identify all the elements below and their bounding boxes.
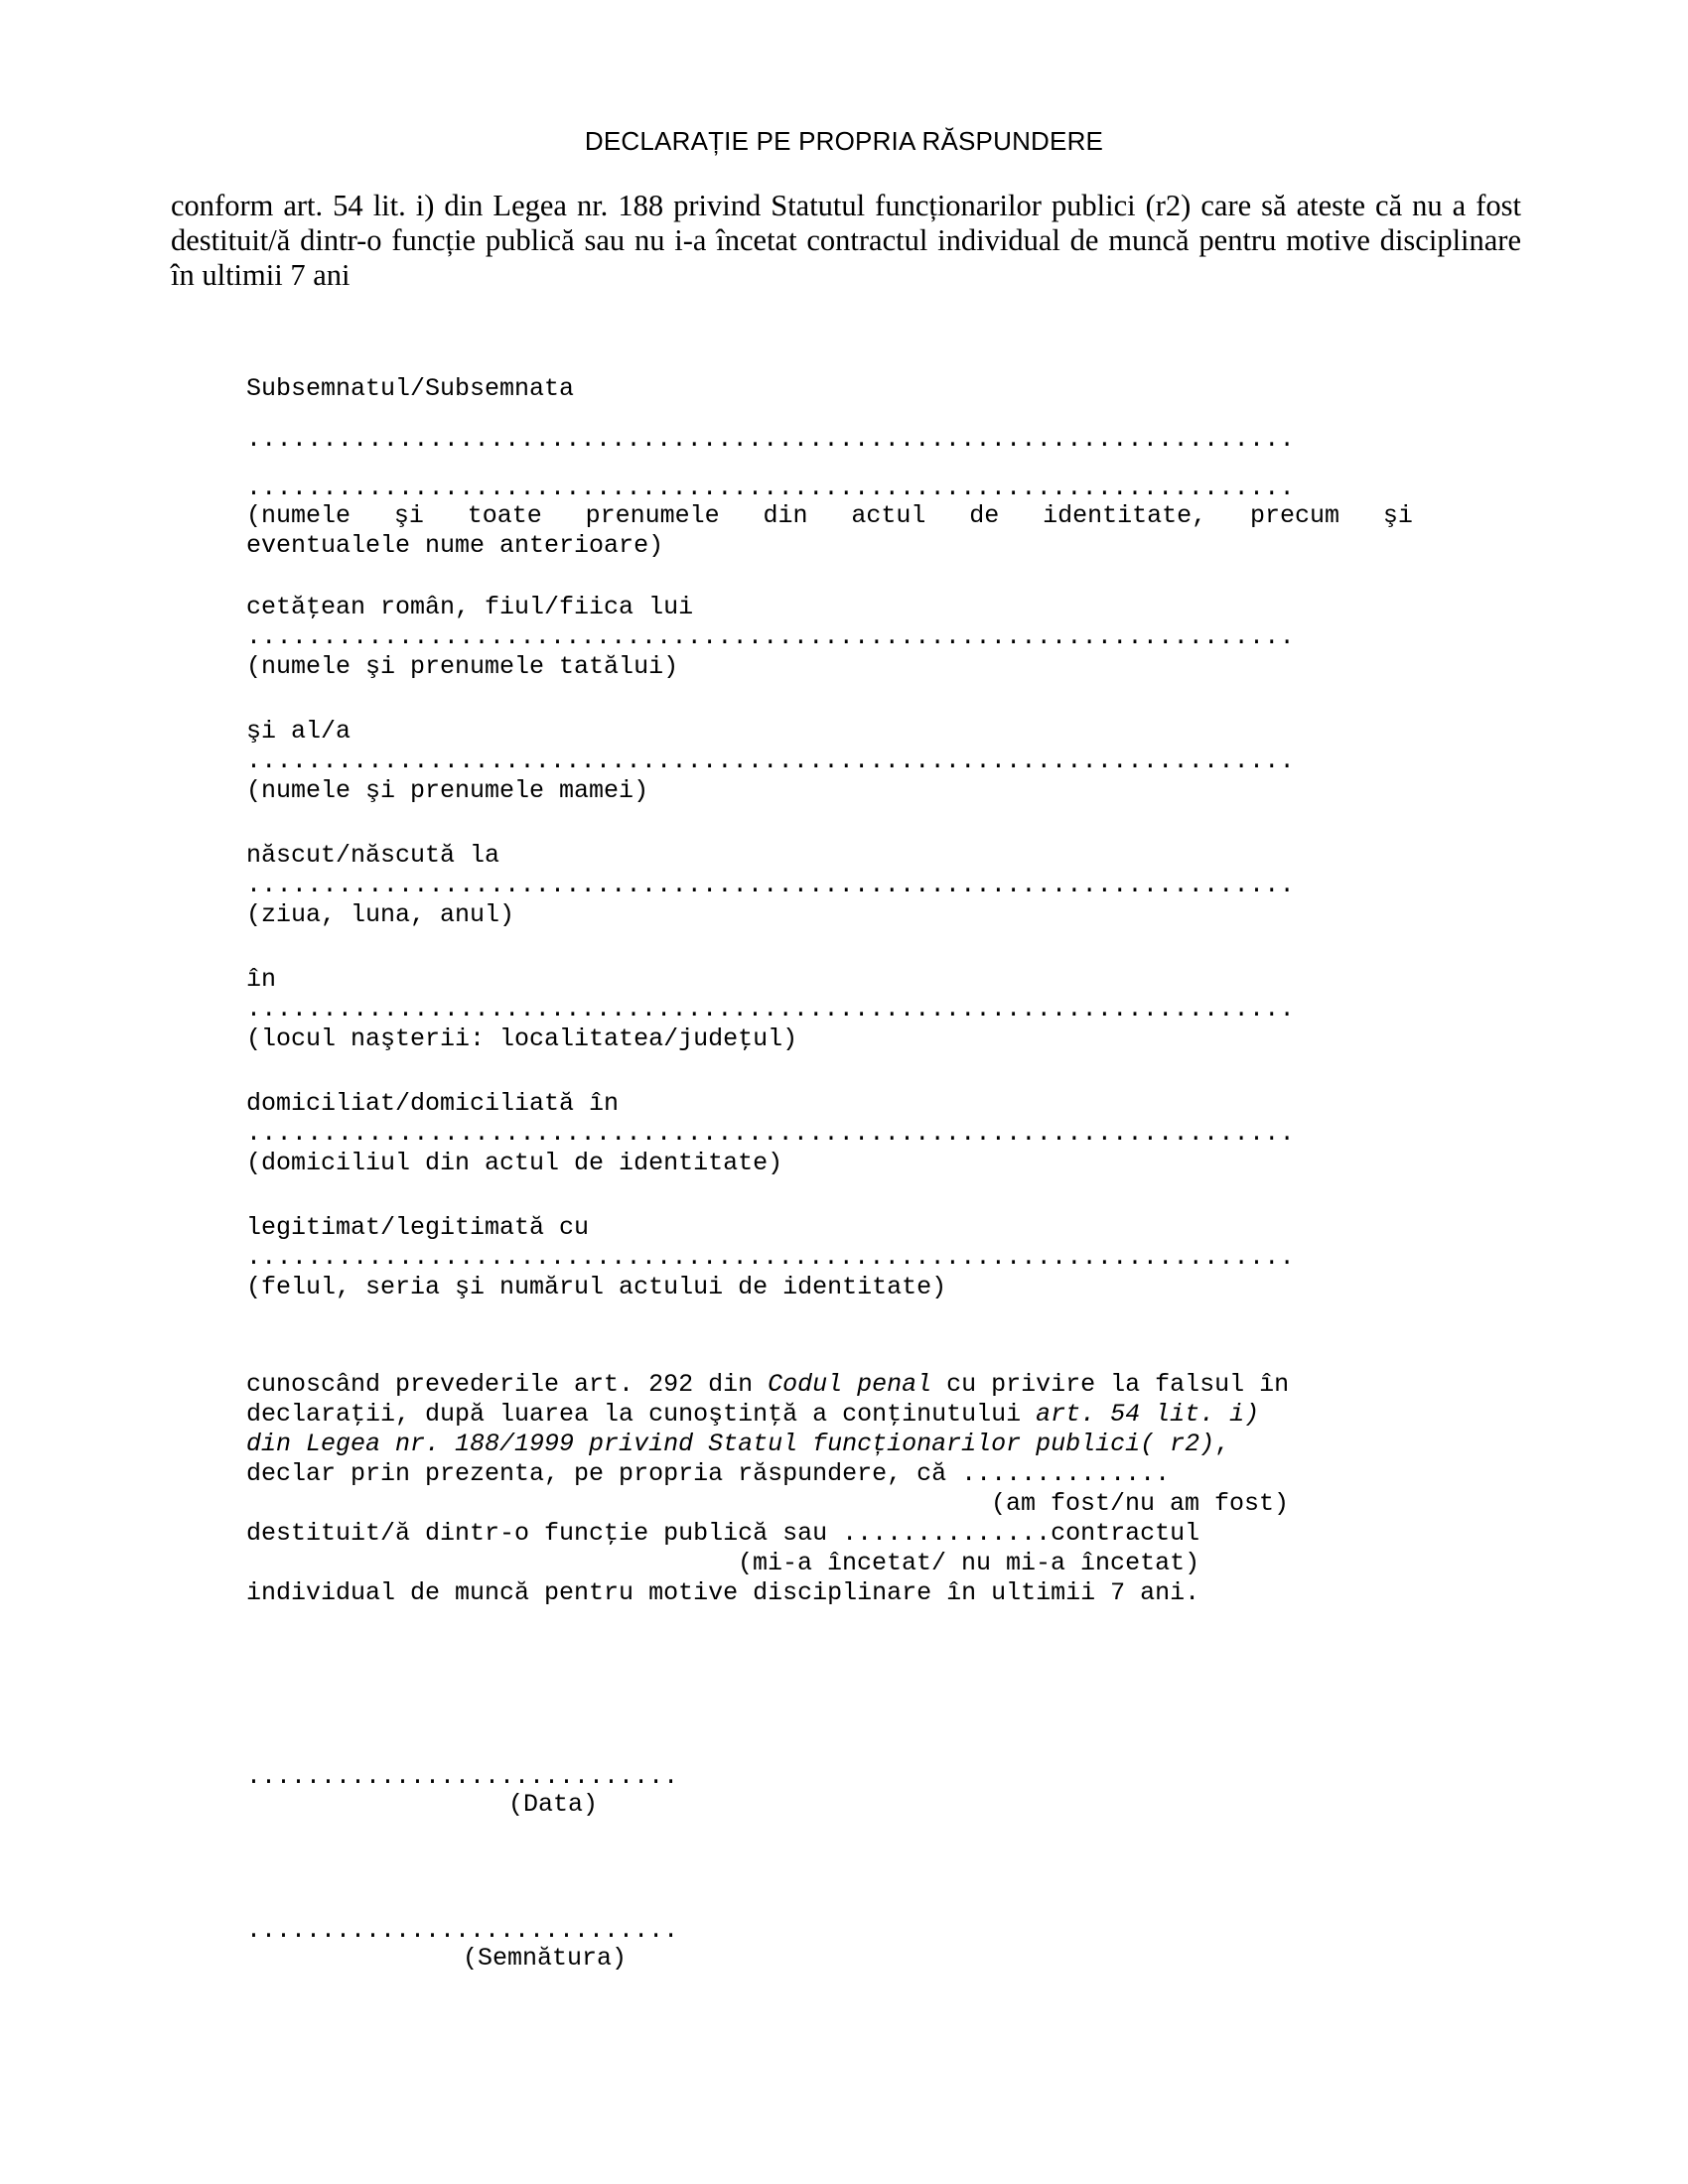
- date-dotline[interactable]: .............................: [246, 1762, 679, 1791]
- name-hint: [246, 501, 1438, 561]
- birthdate-dotline[interactable]: .....................................................................: [246, 871, 1295, 899]
- birthdate-label: născut/născută la: [246, 841, 500, 870]
- statement-line-6[interactable]: destituit/ă dintr-o funcţie publică sau ..............contractul: [246, 1519, 1200, 1548]
- mother-hint: (numele şi prenumele mamei): [246, 776, 649, 805]
- birthdate-section: [246, 841, 1438, 930]
- name-dotline-1[interactable]: [246, 425, 1438, 455]
- statement-line-3: din Legea nr. 188/1999 privind Statul funcționarilor publici( r2),: [246, 1430, 1230, 1458]
- dotline: .....................................................................: [246, 474, 1295, 502]
- birthplace-section: [246, 965, 1438, 1054]
- intro-paragraph: conform art. 54 lit. i) din Legea nr. 188 privind Statutul funcționarilor publici (r2) care să ateste că nu a fost destituit/ă dintr-o funcție publică sau nu i-a încetat contractul individual de muncă pentru motive disciplinare în ultimii 7 ani: [171, 189, 1521, 292]
- domicile-hint: (domiciliul din actul de identitate): [246, 1149, 783, 1177]
- statement-line-8: individual de muncă pentru motive disciplinare în ultimii 7 ani.: [246, 1578, 1200, 1607]
- name-dotline-2[interactable]: [246, 474, 1438, 503]
- mother-dotline[interactable]: .....................................................................: [246, 747, 1295, 775]
- birthplace-dotline[interactable]: .....................................................................: [246, 995, 1295, 1024]
- birthdate-hint: (ziua, luna, anul): [246, 900, 515, 929]
- name-section: [246, 374, 1438, 404]
- id-hint: (felul, seria şi numărul actului de identitate): [246, 1273, 947, 1301]
- dotline: .....................................................................: [246, 425, 1295, 454]
- domicile-section: [246, 1089, 1438, 1178]
- statement-line-2: declaraţii, după luarea la cunoştinţă a conţinutului art. 54 lit. i): [246, 1400, 1260, 1429]
- mother-label: şi al/a: [246, 717, 352, 746]
- father-hint: (numele şi prenumele tatălui): [246, 652, 679, 681]
- signature-label: (Semnătura): [463, 1944, 628, 1973]
- birthplace-hint: (locul naşterii: localitatea/judeţul): [246, 1024, 798, 1053]
- cetatean-label: cetăţean român, fiul/fiica lui: [246, 593, 694, 621]
- statement-line-1: cunoscând prevederile art. 292 din Codul penal cu privire la falsul în: [246, 1370, 1290, 1399]
- father-section: [246, 593, 1438, 682]
- page-title: DECLARAȚIE PE PROPRIA RĂSPUNDERE: [584, 126, 1104, 156]
- statement-line-5-hint: (am fost/nu am fost): [991, 1489, 1290, 1518]
- statement-paragraph: [246, 1370, 1438, 1608]
- subsemnatul-label: Subsemnatul/Subsemnata: [246, 374, 575, 403]
- name-hint-line-2: eventualele nume anterioare): [246, 531, 664, 560]
- mother-section: [246, 717, 1438, 806]
- id-dotline[interactable]: .....................................................................: [246, 1243, 1295, 1272]
- statement-line-4[interactable]: declar prin prezenta, pe propria răspundere, că ..............: [246, 1459, 1171, 1488]
- domicile-label: domiciliat/domiciliată în: [246, 1089, 620, 1118]
- signature-dotline[interactable]: .............................: [246, 1916, 679, 1945]
- name-hint-line-1: (numele şi toate prenumele din actul de identitate, precum şi: [246, 501, 1413, 530]
- id-section: [246, 1213, 1438, 1302]
- statement-line-7-hint: (mi-a încetat/ nu mi-a încetat): [738, 1549, 1200, 1577]
- domicile-dotline[interactable]: .....................................................................: [246, 1119, 1295, 1148]
- date-label: (Data): [508, 1790, 599, 1819]
- id-label: legitimat/legitimată cu: [246, 1213, 590, 1242]
- birthplace-label: în: [246, 965, 277, 994]
- father-dotline[interactable]: .....................................................................: [246, 622, 1295, 651]
